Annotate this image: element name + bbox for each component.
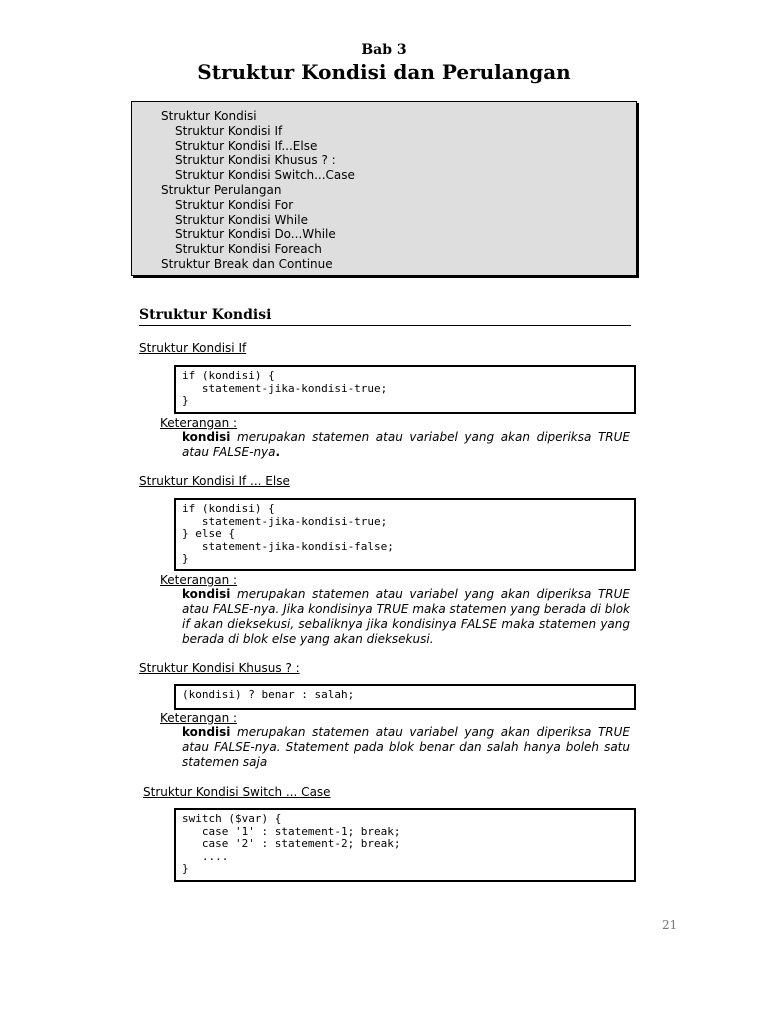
- toc-item: Struktur Kondisi Do...While: [175, 227, 336, 242]
- subsection-heading-khusus: Struktur Kondisi Khusus ? :: [139, 661, 300, 675]
- keterangan-text: [182, 587, 630, 647]
- toc-item: Struktur Kondisi While: [175, 212, 308, 227]
- terminator: .: [275, 445, 281, 459]
- table-of-contents: [131, 101, 637, 276]
- toc-item: Struktur Kondisi For: [175, 197, 294, 212]
- subsection-heading-if-else: Struktur Kondisi If ... Else: [139, 474, 290, 488]
- code-block-khusus: (kondisi) ? benar : salah;: [174, 684, 636, 710]
- description: merupakan statemen atau variabel yang akan diperiksa TRUE atau FALSE-nya. Jika kondisinya TRUE maka statemen yang berada di blok if akan dieksekusi, sebaliknya jika kondisinya FALSE maka statemen yang berada di blok else yang akan dieksekusi.: [182, 587, 630, 646]
- code-block-switch: switch ($var) { case '1' : statement-1; break; case '2' : statement-2; break; .... }: [174, 808, 636, 882]
- toc-item: Struktur Kondisi If: [175, 123, 283, 138]
- keterangan-label: Keterangan :: [160, 416, 238, 430]
- toc-item: Struktur Perulangan: [161, 182, 282, 197]
- code-block-if-else: if (kondisi) { statement-jika-kondisi-true; } else { statement-jika-kondisi-false; }: [174, 498, 636, 571]
- subsection-heading-if: Struktur Kondisi If: [139, 341, 247, 355]
- keterangan-text: [182, 430, 630, 460]
- toc-item: Struktur Kondisi Foreach: [175, 242, 322, 257]
- keterangan-label: Keterangan :: [160, 711, 238, 725]
- toc-item: Struktur Kondisi Switch...Case: [175, 168, 355, 183]
- toc-item: Struktur Kondisi If...Else: [175, 138, 318, 153]
- chapter-title: Struktur Kondisi dan Perulangan: [197, 60, 571, 84]
- toc-item: Struktur Kondisi: [161, 109, 257, 123]
- code-block-if: if (kondisi) { statement-jika-kondisi-true; }: [174, 365, 636, 414]
- page-number: 21: [662, 918, 678, 932]
- keyword: kondisi: [182, 587, 231, 601]
- subsection-heading-switch: Struktur Kondisi Switch ... Case: [143, 785, 331, 799]
- description: merupakan statemen atau variabel yang akan diperiksa TRUE atau FALSE-nya: [182, 430, 630, 459]
- keterangan-label: Keterangan :: [160, 573, 238, 587]
- chapter-label: Bab 3: [361, 42, 407, 58]
- keyword: kondisi: [182, 430, 231, 444]
- description: merupakan statemen atau variabel yang akan diperiksa TRUE atau FALSE-nya. Statement pada blok benar dan salah hanya boleh satu statemen saja: [182, 725, 630, 769]
- keterangan-text: [182, 725, 630, 770]
- toc-item: Struktur Kondisi Khusus ? :: [175, 153, 336, 168]
- toc-item: Struktur Break dan Continue: [161, 256, 333, 271]
- section-heading: Struktur Kondisi: [139, 307, 631, 326]
- keyword: kondisi: [182, 725, 231, 739]
